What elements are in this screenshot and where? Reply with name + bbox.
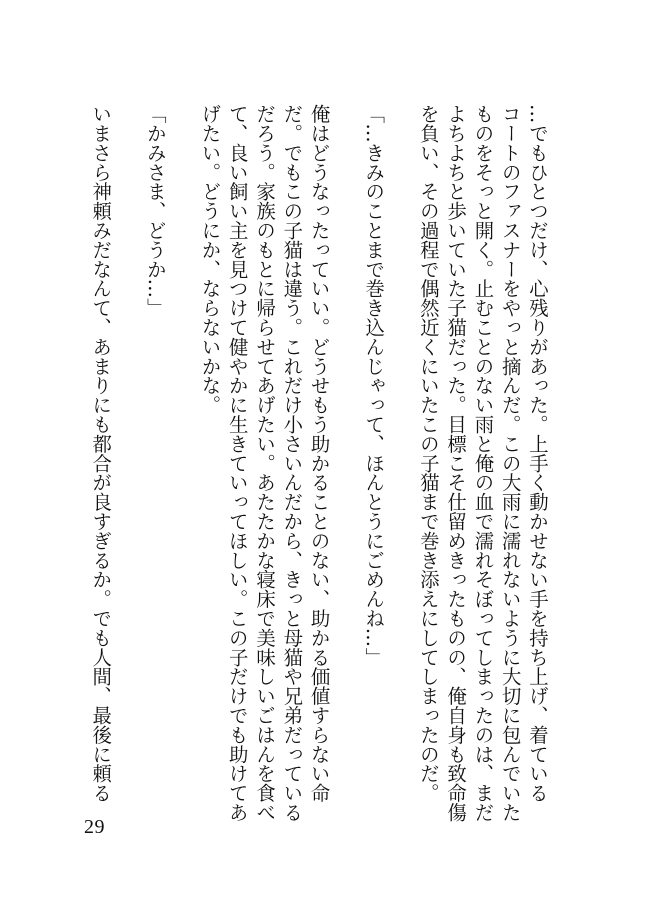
dialogue-line: 「…きみのことまで巻き込んじゃって、ほんとうにごめんね…」 (362, 104, 386, 667)
text-line: コートのファスナーをやっと摘んだ。この大雨に濡れないように大切に包んでいた (498, 104, 522, 822)
page-number: 29 (84, 816, 105, 838)
text-line: だ。でもこの子猫は違う。これだけ小さいんだから、きっと母猫や兄弟だっている (280, 104, 304, 822)
blank-line (169, 104, 196, 784)
blank-line (114, 104, 141, 784)
text-line: よちよちと歩いていた子猫だった。目標こそ仕留めきったものの、俺自身も致命傷 (444, 104, 468, 822)
text-line: いまさら神頼みだなんて、あまりにも都合が良すぎるか。でも人間、最後に頼る (89, 104, 113, 803)
text-line: げたい。どうにか、ならないかな。 (198, 104, 222, 415)
text-line: ものをそっと開く。止むことのない雨と俺の血で濡れそぼってしまったのは、まだ (471, 104, 495, 822)
vertical-text-body (87, 104, 551, 822)
blank-line (387, 104, 414, 784)
dialogue-line: 「かみさま、どうか…」 (143, 104, 167, 318)
text-line: …でもひとつだけ、心残りがあった。上手く動かせない手を持ち上げ、着ている (526, 104, 549, 803)
text-line: だろう。家族のもとに帰らせてあげたい。あたたかな寝床で美味しいごはんを食べ (253, 104, 277, 822)
text-line: て、良い飼い主を見つけて健やかに生きていってほしい。この子だけでも助けてあ (225, 104, 249, 822)
blank-line (333, 104, 360, 784)
text-line: を負い、その過程で偶然近くにいたこの子猫まで巻き添えにしてしまったのだ。 (416, 104, 440, 803)
text-line: 俺はどうなったっていい。どうせもう助かることのない、助かる価値すらない命 (307, 104, 331, 803)
